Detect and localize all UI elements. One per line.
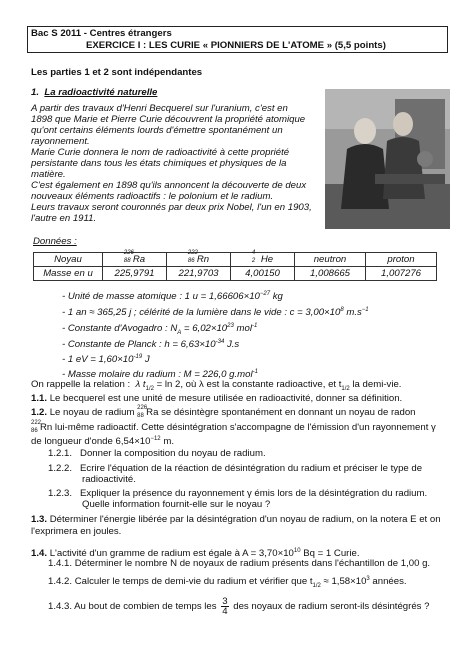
body-line: Marie Curie donnera le nom de radioactivité à cette propriété	[31, 147, 290, 158]
question-1-3	[31, 514, 441, 525]
section1-heading	[31, 87, 157, 98]
symbol: Rn	[196, 254, 210, 265]
table-cell: 1,007276	[366, 267, 437, 281]
atomic-number: 2	[251, 258, 256, 264]
question-number: 1.3.	[31, 514, 48, 525]
subscript: 1/2	[312, 583, 321, 590]
symbol: Ra	[132, 254, 146, 265]
relation-prefix: On rappelle la relation :	[31, 379, 131, 390]
constant-text: - Masse molaire du radium : M = 226,0 g.mol	[62, 369, 253, 381]
constant-text: - Constante de Planck : h = 6,63×10	[62, 339, 216, 351]
table-cell: neutron	[295, 253, 366, 267]
exponent: -34	[215, 339, 225, 345]
section1-title: La radioactivité naturelle	[44, 87, 158, 98]
rn-nuclide	[31, 422, 52, 433]
question-1-2-line3	[31, 434, 174, 447]
exponent: −12	[150, 436, 161, 442]
question-1-4-3	[48, 597, 429, 616]
question-text: Ecrire l'équation de la réaction de désintégration du radium et préciser le type de	[80, 463, 423, 474]
question-1-2-line1	[31, 407, 416, 418]
relation-text: la demi-vie.	[349, 379, 402, 390]
question-1-2-1	[48, 448, 266, 459]
table-cell	[231, 250, 295, 267]
subscript: 1/2	[341, 385, 350, 392]
atomic-number: 86	[187, 258, 195, 264]
question-1-1	[31, 393, 402, 404]
atomic-number: 88	[123, 258, 131, 264]
table-cell: Noyau	[34, 253, 103, 267]
question-1-2-2	[48, 463, 422, 474]
table-cell: 4,00150	[231, 267, 295, 281]
question-text: m.	[160, 436, 174, 448]
constant-unit: mol	[233, 323, 252, 335]
question-1-4-1	[48, 558, 430, 569]
intro-line: Les parties 1 et 2 sont indépendantes	[31, 67, 203, 78]
constant-planck	[62, 337, 239, 350]
ra-nuclide	[123, 250, 146, 265]
table-cell: 225,9791	[103, 267, 167, 281]
table-row	[34, 253, 437, 267]
mass-number: 4	[251, 250, 256, 256]
constant-text: - 1 eV = 1,60×10	[62, 354, 134, 366]
body-line: rayonnement.	[31, 136, 90, 147]
symbol: Rn	[40, 422, 53, 433]
question-number: 1.4.	[31, 548, 48, 560]
table-cell: 1,008665	[295, 267, 366, 281]
question-text: Le becquerel est une unité de mesure utilisée en radioactivité, donner sa définition.	[49, 393, 403, 404]
symbol: Ra	[146, 407, 159, 418]
question-number: 1.2.3.	[48, 488, 73, 499]
question-1-3-cont: l'exprimera en joules.	[31, 526, 122, 537]
mass-table	[33, 252, 437, 281]
question-number: 1.4.2.	[48, 576, 73, 588]
question-text: Calculer le temps de demi-vie du radium et vérifier que t	[74, 576, 313, 588]
question-text: Expliquer la présence du rayonnement γ émis lors de la désintégration du radium.	[80, 488, 428, 499]
table-cell	[167, 250, 231, 267]
mass-number: 226	[123, 250, 134, 256]
body-line: A partir des travaux d'Henri Becquerel sur l'uranium, c'est en	[31, 103, 288, 114]
exponent: -1	[251, 323, 258, 329]
exponent: 8	[340, 307, 344, 313]
question-number: 1.2.	[31, 407, 48, 418]
exponent: −1	[361, 307, 369, 313]
question-text: Le noyau de radium	[49, 407, 138, 418]
mass-number: 226	[137, 405, 148, 411]
table-cell: 221,9703	[167, 267, 231, 281]
question-text: L'activité d'un gramme de radium est égale à A = 3,70×10	[49, 548, 294, 560]
body-line: C'est également en 1898 qu'ils annoncent la découverte de deux	[31, 180, 307, 191]
header-title: EXERCICE I : LES CURIE « PIONNIERS DE L'ATOME » (5,5 points)	[86, 40, 386, 51]
mass-number: 222	[187, 250, 198, 256]
constant-ev	[62, 352, 150, 365]
mass-number: 222	[31, 420, 42, 426]
header-line1: Bac S 2011 - Centres étrangers	[31, 28, 172, 39]
table-cell: Masse en u	[34, 267, 103, 281]
fraction-denominator: 4	[222, 606, 228, 617]
question-number: 1.2.1.	[48, 448, 73, 459]
exponent: -1	[252, 369, 258, 375]
constant-text: = 6,02×10	[181, 323, 228, 335]
exponent: −27	[259, 291, 271, 297]
constant-unit: J.s	[224, 339, 240, 351]
donnees-label: Données :	[33, 236, 77, 247]
rn-nuclide	[187, 250, 210, 265]
subscript: 1/2	[145, 385, 154, 392]
constant-text: - Constante d'Avogadro : N	[62, 323, 178, 335]
question-text: Au bout de combien de temps les	[74, 601, 220, 613]
relation-formula: λ t	[135, 379, 146, 390]
table-cell	[103, 250, 167, 267]
he-nuclide	[251, 250, 274, 265]
body-line: l'autre en 1911.	[31, 213, 97, 224]
section1-number: 1.	[31, 87, 40, 98]
subscript: A	[177, 330, 182, 337]
constant-text: - Unité de masse atomique : 1 u = 1,66606×10	[62, 291, 260, 303]
exponent: 3	[366, 576, 370, 582]
question-1-2-3-cont: Quelle information fournit-elle sur le noyau ?	[82, 499, 271, 510]
section1-body	[31, 103, 321, 224]
question-text: se désintègre spontanément en donnant un noyau de radon	[158, 407, 416, 418]
question-number: 1.1.	[31, 393, 48, 404]
atomic-number: 86	[31, 428, 38, 434]
question-number: 1.2.2.	[48, 463, 73, 474]
symbol: He	[260, 254, 274, 265]
question-text: de longueur d'onde 6,54×10	[31, 436, 151, 448]
question-text: Bq = 1 Curie.	[300, 548, 360, 560]
question-text: Déterminer le nombre N de noyaux de radium présents dans l'échantillon de 1,00 g.	[74, 558, 431, 569]
body-line: Leurs travaux seront couronnés par deux prix Nobel, l'un en 1903,	[31, 202, 312, 213]
table-cell: proton	[366, 253, 437, 267]
photo-illustration	[325, 89, 450, 229]
question-text: Donner la composition du noyau de radium.	[80, 448, 266, 459]
constant-unit: kg	[270, 291, 283, 303]
table-row	[34, 267, 437, 281]
question-text: des noyaux de radium seront-ils désintégrés ?	[230, 601, 430, 613]
body-line: persistante dans tous les états chimiques et physiques de la	[31, 158, 287, 169]
curie-photo	[325, 89, 450, 229]
question-text: lui-même radioactif. Cette désintégration s'accompagne de l'émission d'un rayonnement γ	[52, 422, 436, 433]
question-text: Déterminer l'énergie libérée par la désintégration d'un noyau de radium, on la notera E et on	[49, 514, 441, 525]
exponent: 10	[293, 548, 301, 554]
relation-text: = ln 2, où λ est la constante radioactive, et t	[153, 379, 342, 390]
question-number: 1.4.1.	[48, 558, 73, 569]
body-line: nouveaux éléments radioactifs : le polonium et le radium.	[31, 191, 274, 202]
exponent: 23	[227, 323, 234, 329]
constant-unit: J	[142, 354, 150, 366]
constant-text: - 1 an ≈ 365,25 j ; célérité de la lumière dans le vide : c = 3,00×10	[62, 307, 341, 319]
fraction	[221, 597, 228, 616]
constant-amu	[62, 289, 283, 302]
fraction-numerator: 3	[222, 596, 228, 607]
question-1-2-3	[48, 488, 427, 499]
body-line: matière.	[31, 169, 66, 180]
question-1-2-line2	[31, 422, 436, 433]
constant-unit: m.s	[343, 307, 362, 319]
ra-nuclide	[137, 407, 158, 418]
question-1-4-2	[48, 574, 407, 592]
body-line: 1898 que Marie et Pierre Curie découvrent la propriété atomique	[31, 114, 306, 125]
exponent: -19	[133, 354, 143, 360]
constant-year-light	[62, 305, 369, 318]
question-1-2-2-cont: radioactivité.	[82, 474, 136, 485]
body-line: qu'ont certains éléments lourds d'émettre spontanément un	[31, 125, 283, 136]
question-text: années.	[369, 576, 407, 588]
atomic-number: 88	[137, 413, 144, 419]
question-number: 1.4.3.	[48, 601, 73, 613]
question-text: ≈ 1,58×10	[320, 576, 367, 588]
